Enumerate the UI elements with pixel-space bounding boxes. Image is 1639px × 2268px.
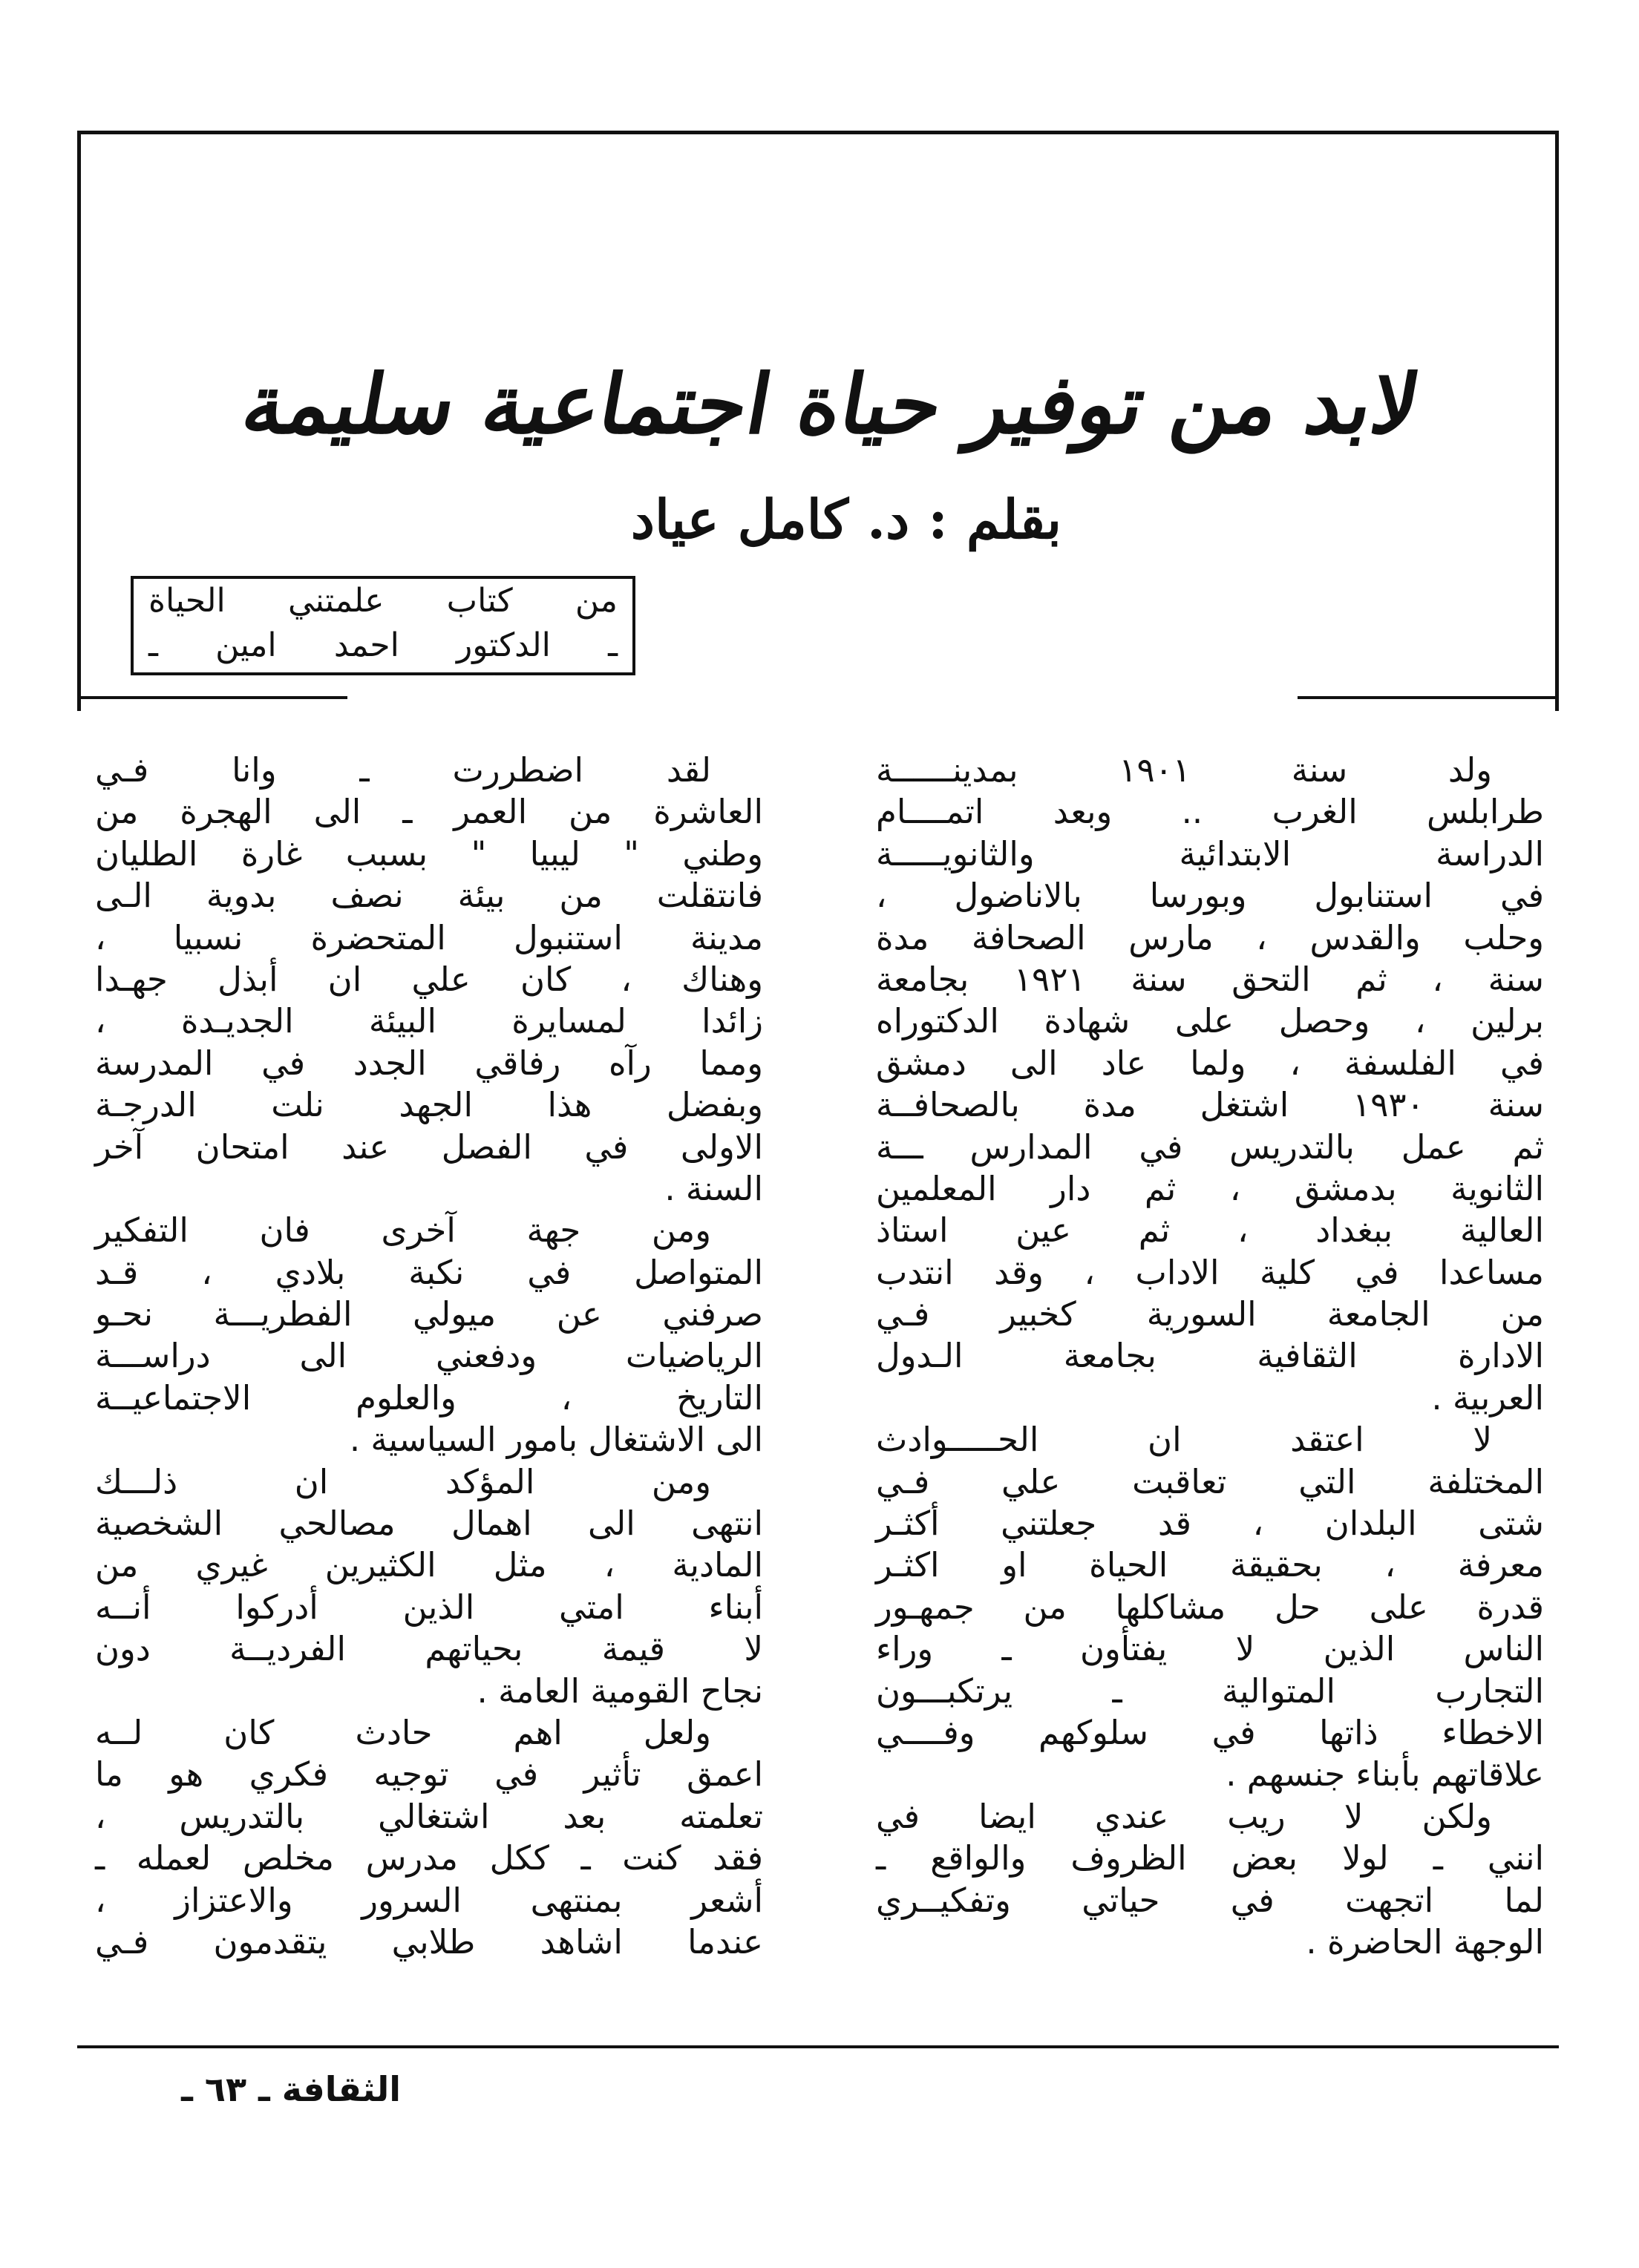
text-line: لا قيمة بحياتهم الفرديــة دون: [95, 1629, 763, 1669]
text-line: المتواصل في نكبة بلادي ، قـد: [95, 1252, 763, 1292]
text-line: لما اتجهت في حياتي وتفكيــري: [876, 1880, 1544, 1920]
text-line: وطني " ليبيا " بسبب غارة الطليان: [95, 833, 763, 874]
text-line: ولكن لا ريب عندي ايضا في: [876, 1796, 1492, 1836]
text-line: ومما رآه رفاقي الجدد في المدرسة: [95, 1043, 763, 1083]
text-line: اعمق تأثير في توجيه فكري هو ما: [95, 1754, 763, 1795]
text-line: الثانوية بدمشق ، ثم دار المعلمين: [876, 1168, 1544, 1208]
text-line: التجارب المتوالية ـ يرتكبـــون: [876, 1671, 1544, 1711]
quote-line: من كتاب علمتني الحياة: [148, 582, 618, 620]
text-line: المادية ، مثل الكثيرين غيري من: [95, 1545, 763, 1585]
text-column-left: [95, 750, 763, 2026]
text-line: الناس الذين لا يفتأون ـ وراء: [876, 1629, 1544, 1669]
text-line: ولعل اهم حادث كان لــه: [95, 1712, 711, 1752]
text-line: الى الاشتغال بامور السياسية .: [349, 1420, 763, 1460]
footer-rule: [77, 2045, 1559, 2048]
text-line: الاخطاء ذاتها في سلوكهم وفــــي: [876, 1712, 1544, 1752]
text-line: السنة .: [664, 1168, 763, 1208]
text-line: الادارة الثقافية بجامعة الـدول: [876, 1336, 1544, 1376]
text-line: لا اعتقد ان الحـــــوادث: [876, 1420, 1492, 1460]
text-line: العاشرة من العمر ـ الى الهجرة من: [95, 792, 763, 832]
text-line: أبناء امتي الذين أدركوا أنــه: [95, 1587, 763, 1627]
header-frame-bottom-right: [1298, 696, 1559, 699]
text-line: شتى البلدان ، قد جعلتني أكثـر: [876, 1504, 1544, 1544]
page-footer: الثقافة ـ ٦٣ ـ: [181, 2069, 401, 2109]
source-quote-box: [131, 576, 635, 675]
text-line: مدينة استنبول المتحضرة نسبيا ،: [95, 917, 763, 957]
text-line: المختلفة التي تعاقبت علي فـي: [876, 1461, 1544, 1501]
text-line: طرابلس الغرب .. وبعد اتمــــام: [876, 792, 1544, 832]
text-line: فانتقلت من بيئة نصف بدوية الـى: [95, 876, 763, 916]
text-line: التاريخ ، والعلوم الاجتماعيــة: [95, 1377, 763, 1418]
text-line: وبفضل هذا الجهد نلت الدرجـة: [95, 1085, 763, 1125]
text-line: قدرة على حل مشاكلها من جمهـور: [876, 1587, 1544, 1627]
text-line: صرفني عن ميولي الفطريـــة نحـو: [95, 1294, 763, 1334]
quote-line: ـ الدكتور احمد امين ـ: [148, 626, 618, 664]
text-line: نجاح القومية العامة .: [477, 1671, 763, 1711]
header-frame-bottom-left: [77, 696, 347, 699]
article-byline: بقلم : د. كامل عياد: [630, 488, 1062, 551]
text-column-right: [876, 750, 1544, 2026]
text-line: الاولى في الفصل عند امتحان آخر: [95, 1127, 763, 1167]
text-line: تعلمته بعد اشتغالي بالتدريس ،: [95, 1796, 763, 1836]
text-line: العربية .: [1431, 1377, 1544, 1418]
text-line: علاقاتهم بأبناء جنسهم .: [1226, 1754, 1544, 1795]
text-line: الرياضيات ودفعني الى دراســـة: [95, 1336, 763, 1376]
text-line: معرفة ، بحقيقة الحياة او اكثـر: [876, 1545, 1544, 1585]
text-line: برلين ، وحصل على شهادة الدكتوراه: [876, 1001, 1544, 1041]
text-line: سنة ١٩٣٠ اشتغل مدة بالصحافــة: [876, 1085, 1544, 1125]
text-line: وهناك ، كان علي ان أبذل جهـدا: [95, 959, 763, 999]
text-line: زائدا لمسايرة البيئة الجديـدة ،: [95, 1001, 763, 1041]
text-line: وحلب والقدس ، مارس الصحافة مدة: [876, 917, 1544, 957]
text-line: العالية ببغداد ، ثم عين استاذ: [876, 1210, 1544, 1251]
text-line: في استنابول وبورسا بالاناضول ،: [876, 876, 1544, 916]
text-line: من الجامعة السورية كخبير فـي: [876, 1294, 1544, 1334]
text-line: الدراسة الابتدائية والثانويـــــة: [876, 833, 1544, 874]
text-line: انتهى الى اهمال مصالحي الشخصية: [95, 1504, 763, 1544]
text-line: الوجهة الحاضرة .: [1306, 1921, 1544, 1961]
text-line: لقد اضطررت ـ وانا فـي: [95, 750, 711, 790]
text-line: فقد كنت ـ ككل مدرس مخلص لعمله ـ: [95, 1838, 763, 1878]
text-line: أشعر بمنتهى السرور والاعتزاز ،: [95, 1880, 763, 1920]
text-line: ولد سنة ١٩٠١ بمدينــــــة: [876, 750, 1492, 790]
text-line: في الفلسفة ، ولما عاد الى دمشق: [876, 1043, 1544, 1083]
text-line: ومن جهة آخرى فان التفكير: [95, 1210, 711, 1251]
text-line: ثم عمل بالتدريس في المدارس ـــة: [876, 1127, 1544, 1167]
text-line: سنة ، ثم التحق سنة ١٩٢١ بجامعة: [876, 959, 1544, 999]
text-line: عندما اشاهد طلابي يتقدمون فـي: [95, 1921, 763, 1961]
article-title: لابد من توفير حياة اجتماعية سليمة: [235, 356, 1427, 452]
text-line: مساعدا في كلية الاداب ، وقد انتدب: [876, 1252, 1544, 1292]
text-line: انني ـ لولا بعض الظروف والواقع ـ: [876, 1838, 1544, 1878]
text-line: ومن المؤكد ان ذلـــك: [95, 1461, 711, 1501]
